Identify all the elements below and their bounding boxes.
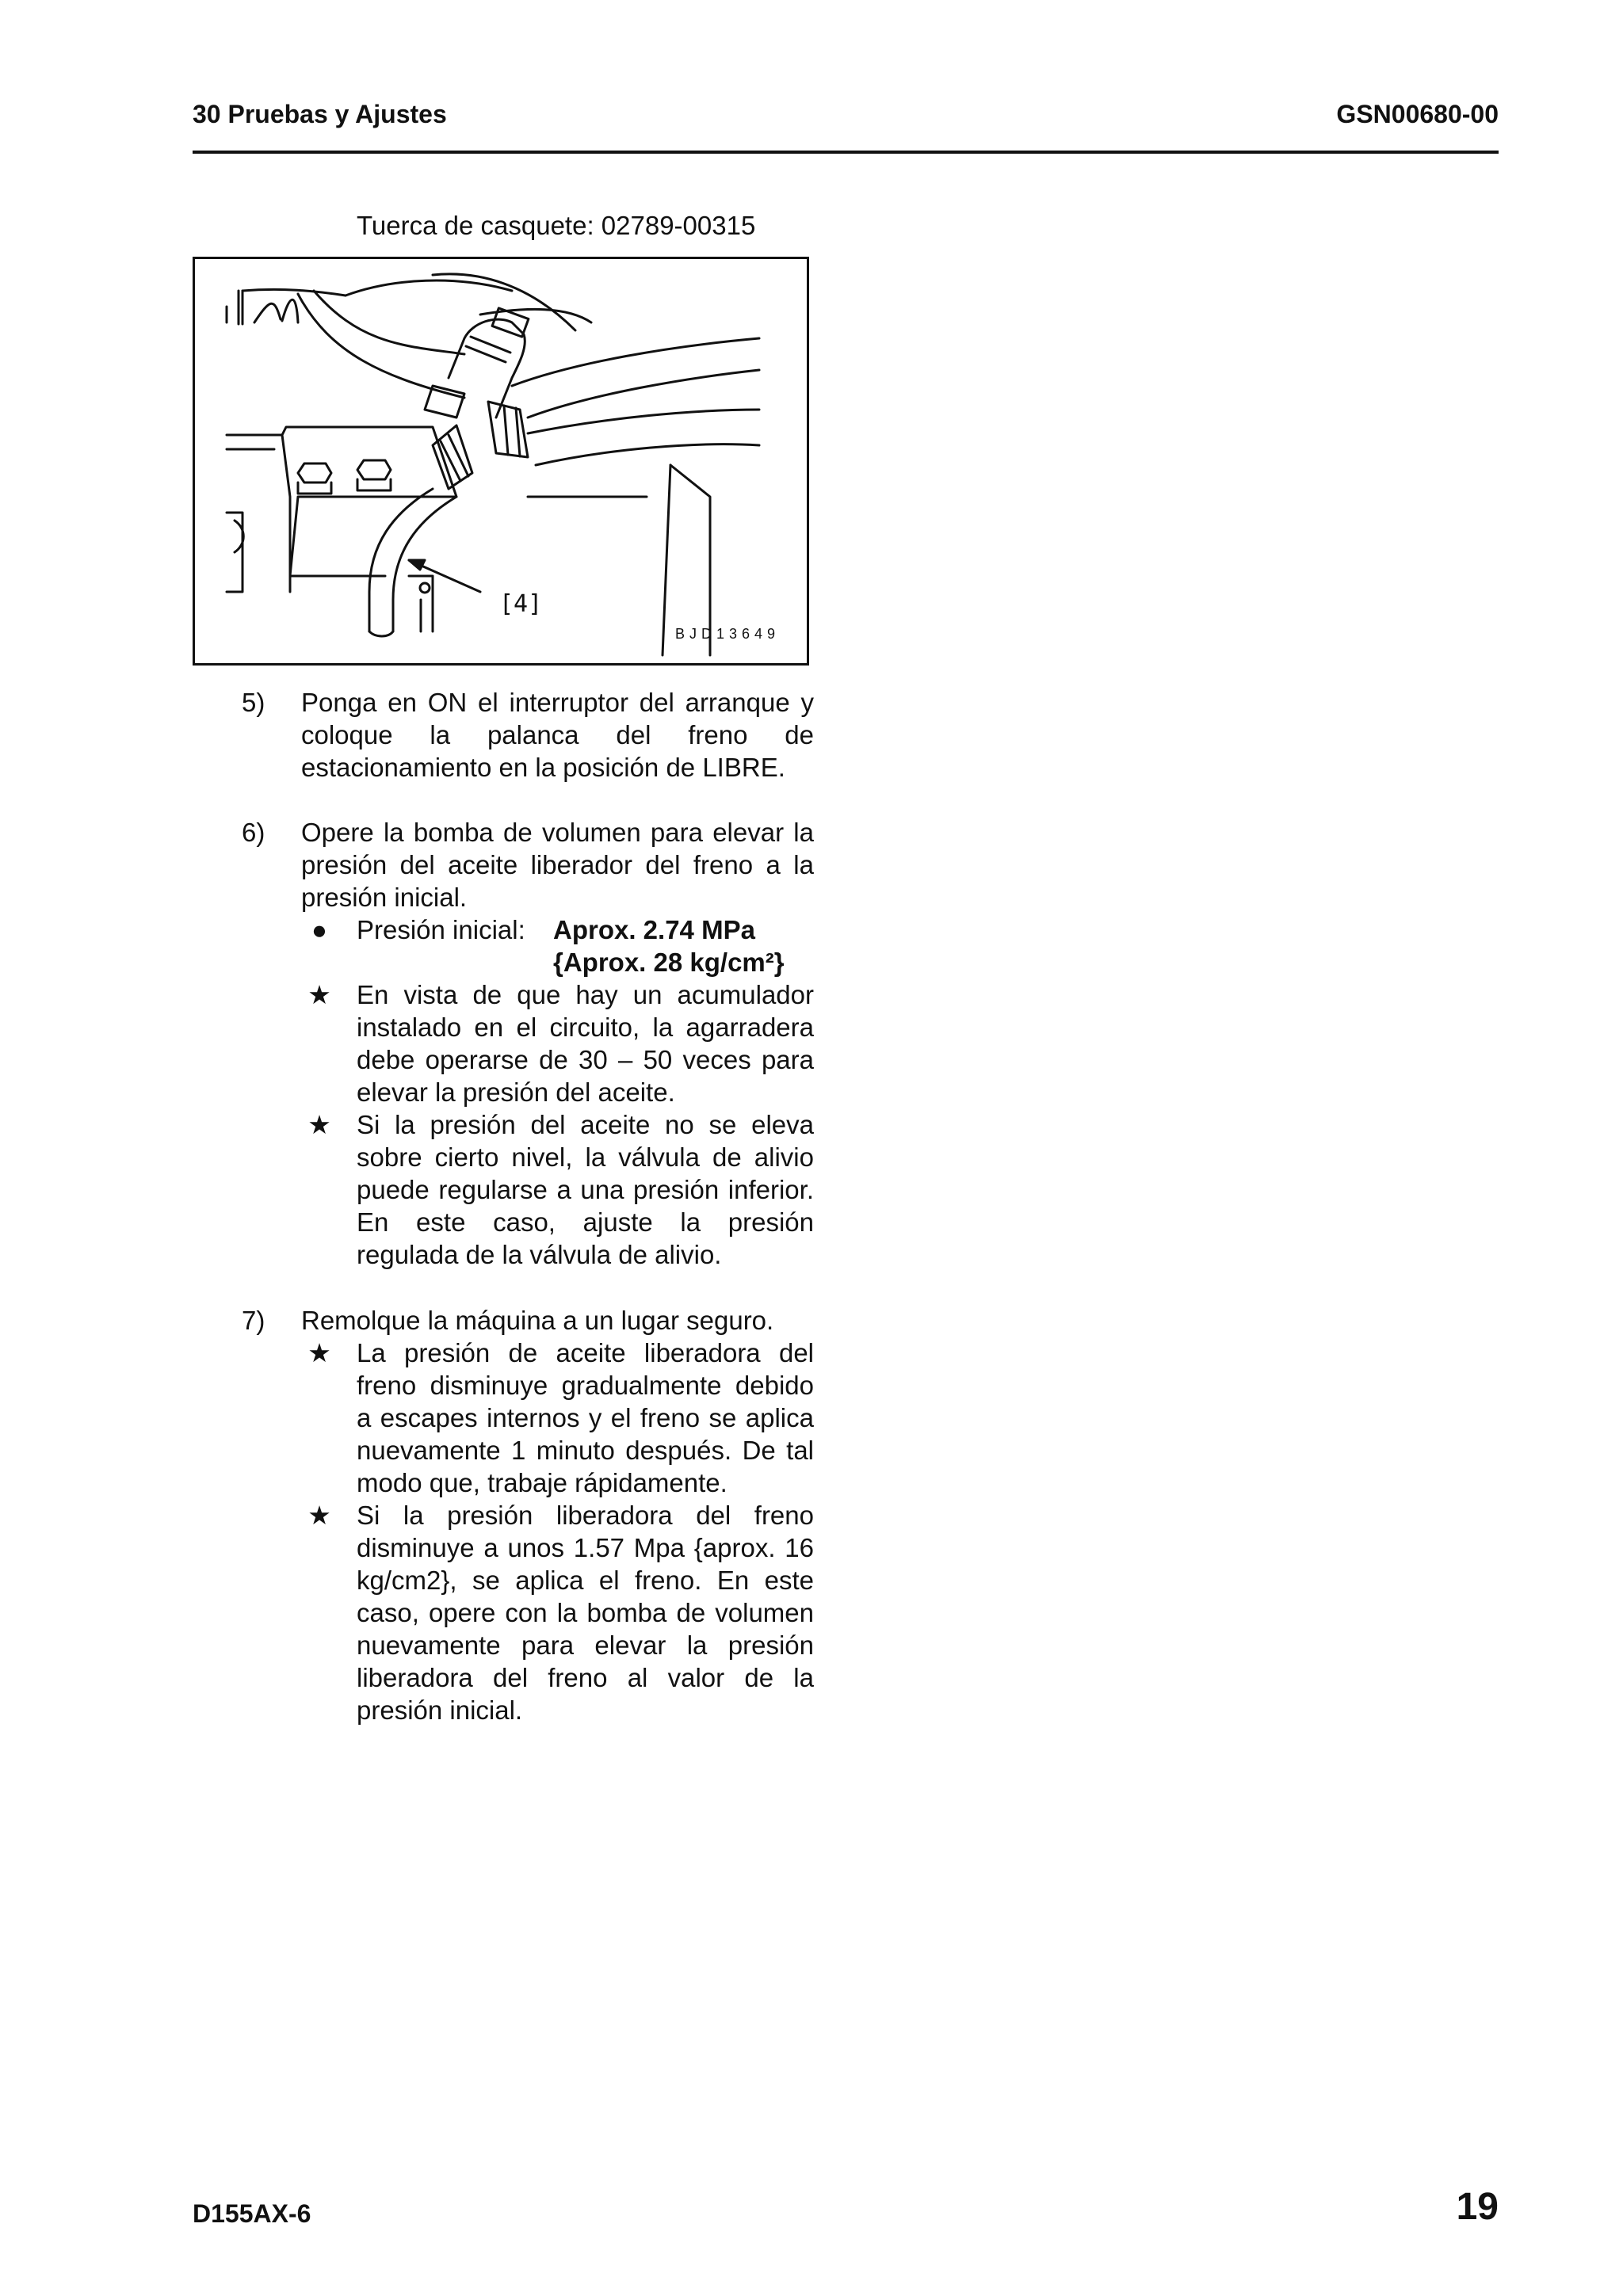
bullet-icon: ● [311,915,327,944]
step-text: Ponga en ON el interruptor del arranque y coloque la palanca del freno de estacionamiento en la posición de LIBRE. [301,688,814,782]
footer-model: D155AX-6 [193,2199,311,2228]
note [193,1499,814,1726]
step-6 [193,816,814,1271]
step-number: 6) [242,818,265,847]
header-section-title: 30 Pruebas y Ajustes [193,100,447,128]
figure-caption: Tuerca de casquete: 02789-00315 [357,211,756,240]
note [193,1108,814,1271]
figure-code: BJD13649 [674,626,780,642]
spec-value-kgcm2: {Aprox. 28 kg/cm²} [553,948,785,977]
star-icon: ★ [307,1110,331,1139]
step-text: Remolque la máquina a un lugar seguro. [301,1306,774,1335]
figure-callout-label: [4] [499,590,543,618]
note [193,1337,814,1499]
page-number: 19 [1456,2186,1499,2228]
star-icon: ★ [307,1338,331,1367]
step-number: 7) [242,1306,265,1335]
note-text: Si la presión liberadora del freno disminuye a unos 1.57 Mpa {aprox. 16 kg/cm2}, se aplica el freno. En este caso, opere con la bomba de volumen nuevamente para elevar la presión liberadora del freno al valor de la presión inicial. [357,1501,814,1725]
note-text: La presión de aceite liberadora del freno disminuye gradualmente debido a escapes internos y el freno se aplica nuevamente 1 minuto después. De tal modo que, trabaje rápidamente. [357,1338,814,1497]
note-text: En vista de que hay un acumulador instalado en el circuito, la agarradera debe operarse de 30 – 50 veces para elevar la presión del aceite. [357,980,814,1107]
spec-value-mpa: Aprox. 2.74 MPa [553,915,755,944]
step-5 [193,686,814,784]
header-doc-code: GSN00680-00 [1336,100,1499,128]
spec-label: Presión inicial: [357,915,525,944]
step-number: 5) [242,688,265,717]
header-divider [193,151,1499,154]
note-text: Si la presión del aceite no se eleva sobre cierto nivel, la válvula de alivio puede regularse a una presión inferior. En este caso, ajuste la presión regulada de la válvula de alivio. [357,1110,814,1269]
step-text: Opere la bomba de volumen para elevar la presión del aceite liberador del freno a la presión inicial. [301,818,814,912]
star-icon: ★ [307,980,331,1009]
step-7 [193,1304,814,1726]
note [193,978,814,1108]
star-icon: ★ [307,1501,331,1530]
spec-initial-pressure [193,913,814,978]
figure-illustration [193,257,809,666]
